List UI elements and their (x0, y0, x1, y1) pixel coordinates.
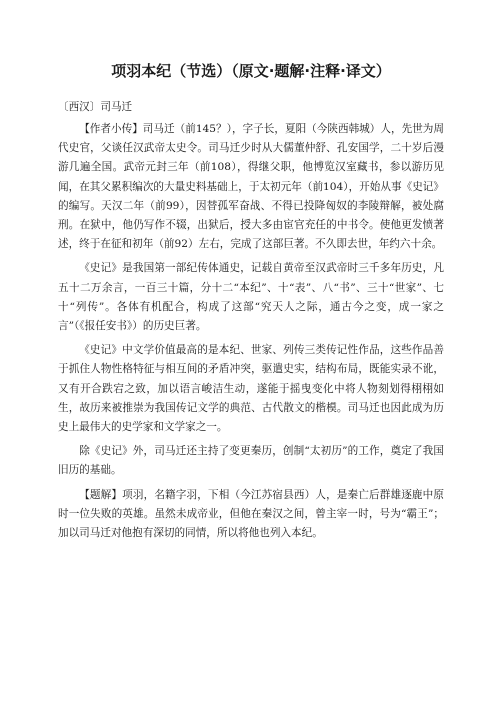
document-title: 项羽本纪（节选）（原文·题解·注释·译文） (111, 62, 391, 80)
document-page (58, 60, 444, 548)
paragraph-author-bio: 【作者小传】司马迁（前145？），字子长，夏阳（今陕西韩城）人，先世为周代史官，父谈任汉武帝太史令。司马迁少时从大儒董仲舒、孔安国学，二十岁后漫游几遍全国。武帝元封三年（前108），得继父职，他博览汉室藏书，参以游历见闻，在其父累积编次的大量史料基础上，于太初元年（前104），开始从事《史记》的编写。天汉二年（前99），因替孤军奋战、不得已投降匈奴的李陵辩解，被处腐刑。在狱中，他仍写作不辍，出狱后，授大多由宦官充任的中书令。使他更发愤著述，终于在征和初年（前92）左右，完成了这部巨著。不久即去世，年约六十余。 (58, 123, 444, 251)
paragraph-calendar: 除《史记》外，司马迁还主持了变更秦历，创制“太初历”的工作，奠定了我国旧历的基础。 (58, 445, 444, 477)
author-line: 〔西汉〕司马迁 (58, 101, 133, 113)
paragraph-title-explanation: 【题解】项羽，名籍字羽，下相（今江苏宿县西）人，是秦亡后群雄逐鹿中原时一位失败的英雄。虽然未成帝业，但他在秦汉之间，曾主宰一时，号为“霸王”；加以司马迁对他抱有深切的同情，所以将他也列入本纪。 (58, 488, 444, 540)
paragraph-shiji-overview: 《史记》是我国第一部纪传体通史，记载自黄帝至汉武帝时三千多年历史，凡五十二万余言，一百三十篇，分十二“本纪”、十“表”、八“书”、三十“世家”、七十“列传”。各体有机配合，构成了这部“究天人之际，通古今之变，成一家之言”（《报任安书》）的历史巨著。 (58, 262, 444, 333)
paragraph-literary-value: 《史记》中文学价值最高的是本纪、世家、列传三类传记性作品，这些作品善于抓住人物性格特征与相互间的矛盾冲突，驱遣史实，结构布局，既能实录不讹，又有开合跌宕之致，加以语言峻洁生动，遂能于摇曳变化中将人物刻划得栩栩如生，故历来被推崇为我国传记文学的典范、古代散文的楷模。司马迁也因此成为历史上最伟大的史学家和文学家之一。 (58, 344, 444, 434)
